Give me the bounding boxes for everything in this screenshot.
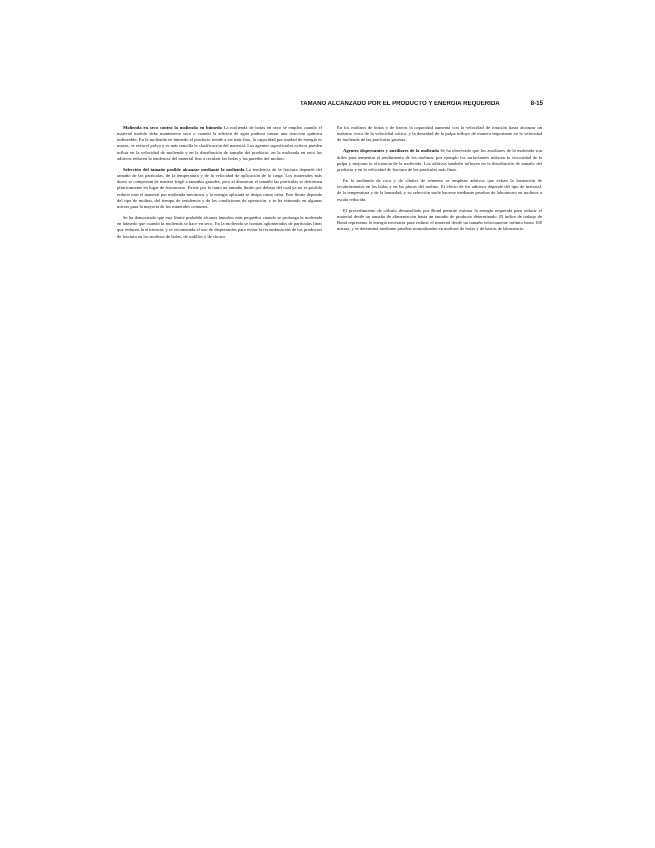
paragraph-text: El procedimiento de cálculo desarrollado por Bond permite estimar la energía requerida para reducir el material desde un tamaño de alimentación hasta un tamaño de producto determinado. El índice de trabajo de Bond representa la energía necesaria para reducir el material desde un tamaño teóricamente infinito hasta 100 micras, y se determina mediante pruebas normalizadas en molinos de bolas y de barras de laboratorio. bbox=[337, 207, 542, 232]
paragraph-lead: Molienda en seco contra la molienda en húmedo bbox=[123, 125, 222, 130]
page-number: 8-15 bbox=[530, 101, 543, 107]
left-column bbox=[117, 125, 322, 760]
right-column bbox=[337, 125, 542, 760]
paragraph bbox=[117, 167, 322, 210]
paragraph bbox=[337, 208, 542, 233]
running-title: TAMAÑO ALCANZADO POR EL PRODUCTO Y ENERGÍA REQUERIDA bbox=[300, 101, 500, 107]
paragraph bbox=[117, 125, 322, 162]
paragraph-text: Se ha observado que los auxiliares de la molienda son útiles para aumentar el rendimiento de los molinos; por ejemplo los surfactantes reducen la viscosidad de la pulpa y mejoran la eficiencia de la molienda. Los aditivos también influyen en la distribución de tamaño del producto y en la velocidad de fractura de las partículas más finas. bbox=[337, 148, 542, 172]
paragraph-text: En la molienda de roca y de clínker de cemento se emplean aditivos que evitan la formación de recubrimientos en las bolas y en las placas del molino. El efecto de los aditivos depende del tipo de material, de la temperatura y de la humedad, y su selección suele hacerse mediante pruebas de laboratorio en molinos a escala reducida. bbox=[337, 178, 542, 202]
paragraph bbox=[337, 178, 542, 203]
paragraph-lead: Selección del tamaño posible alcanzar mediante la molienda bbox=[123, 166, 245, 172]
paragraph-lead: Agentes dispersantes y auxiliares de la molienda bbox=[343, 148, 439, 154]
paragraph-text: La molienda de bolas en seco se emplea cuando el material molido debe mantenerse seco o cuando la adición de agua pudiera causar una reacción química indeseable. En la molienda en húmedo el producto tiende a ser más fino, la capacidad por unidad de energía es mayor, se evita el polvo y es más sencilla la clasificación del material. Los agentes superficiales activos pueden influir en la velocidad de molienda y en la distribución de tamaño del producto; en la molienda en seco los aditivos reducen la tendencia del material fino a recubrir las bolas y las paredes del molino. bbox=[117, 125, 322, 161]
paragraph bbox=[337, 125, 542, 143]
paragraph-text: La tendencia de la fractura depende del tamaño de las partículas, de la temperatura y de la velocidad de aplicación de la carga. Los materiales más duros se comportan de manera frágil a tamaños grandes, pero al disminuir el tamaño las partículas se deforman plásticamente en lugar de fracturarse. Existe por lo tanto un tamaño límite por debajo del cual ya no es posible reducir más el material por molienda mecánica, y la energía aplicada se disipa como calor. Este límite depende del tipo de molino, del tiempo de residencia y de las condiciones de operación, y se ha estimado en algunas micras para la mayoría de los minerales comunes. bbox=[117, 166, 322, 209]
paragraph bbox=[117, 215, 322, 240]
paragraph-text: En los molinos de bolas y de barras la capacidad aumenta con la velocidad de rotación hasta alcanzar un máximo cerca de la velocidad crítica, y la densidad de la pulpa influye de manera importante en la velocidad de molienda de las partículas gruesas. bbox=[337, 125, 542, 143]
paragraph bbox=[337, 148, 542, 173]
page-header bbox=[300, 98, 543, 110]
paragraph-text: Se ha demostrado que este límite probable alcanza tamaños más pequeños cuando se prolonga la molienda en húmedo que cuando la molienda se hace en seco. En la molienda se forman aglomerados de partículas finas que reducen la eficiencia, y se recomienda el uso de dispersantes para evitar la recombinación de los productos de fractura en los molinos de bolas, de rodillos y de chorro. bbox=[117, 215, 322, 239]
